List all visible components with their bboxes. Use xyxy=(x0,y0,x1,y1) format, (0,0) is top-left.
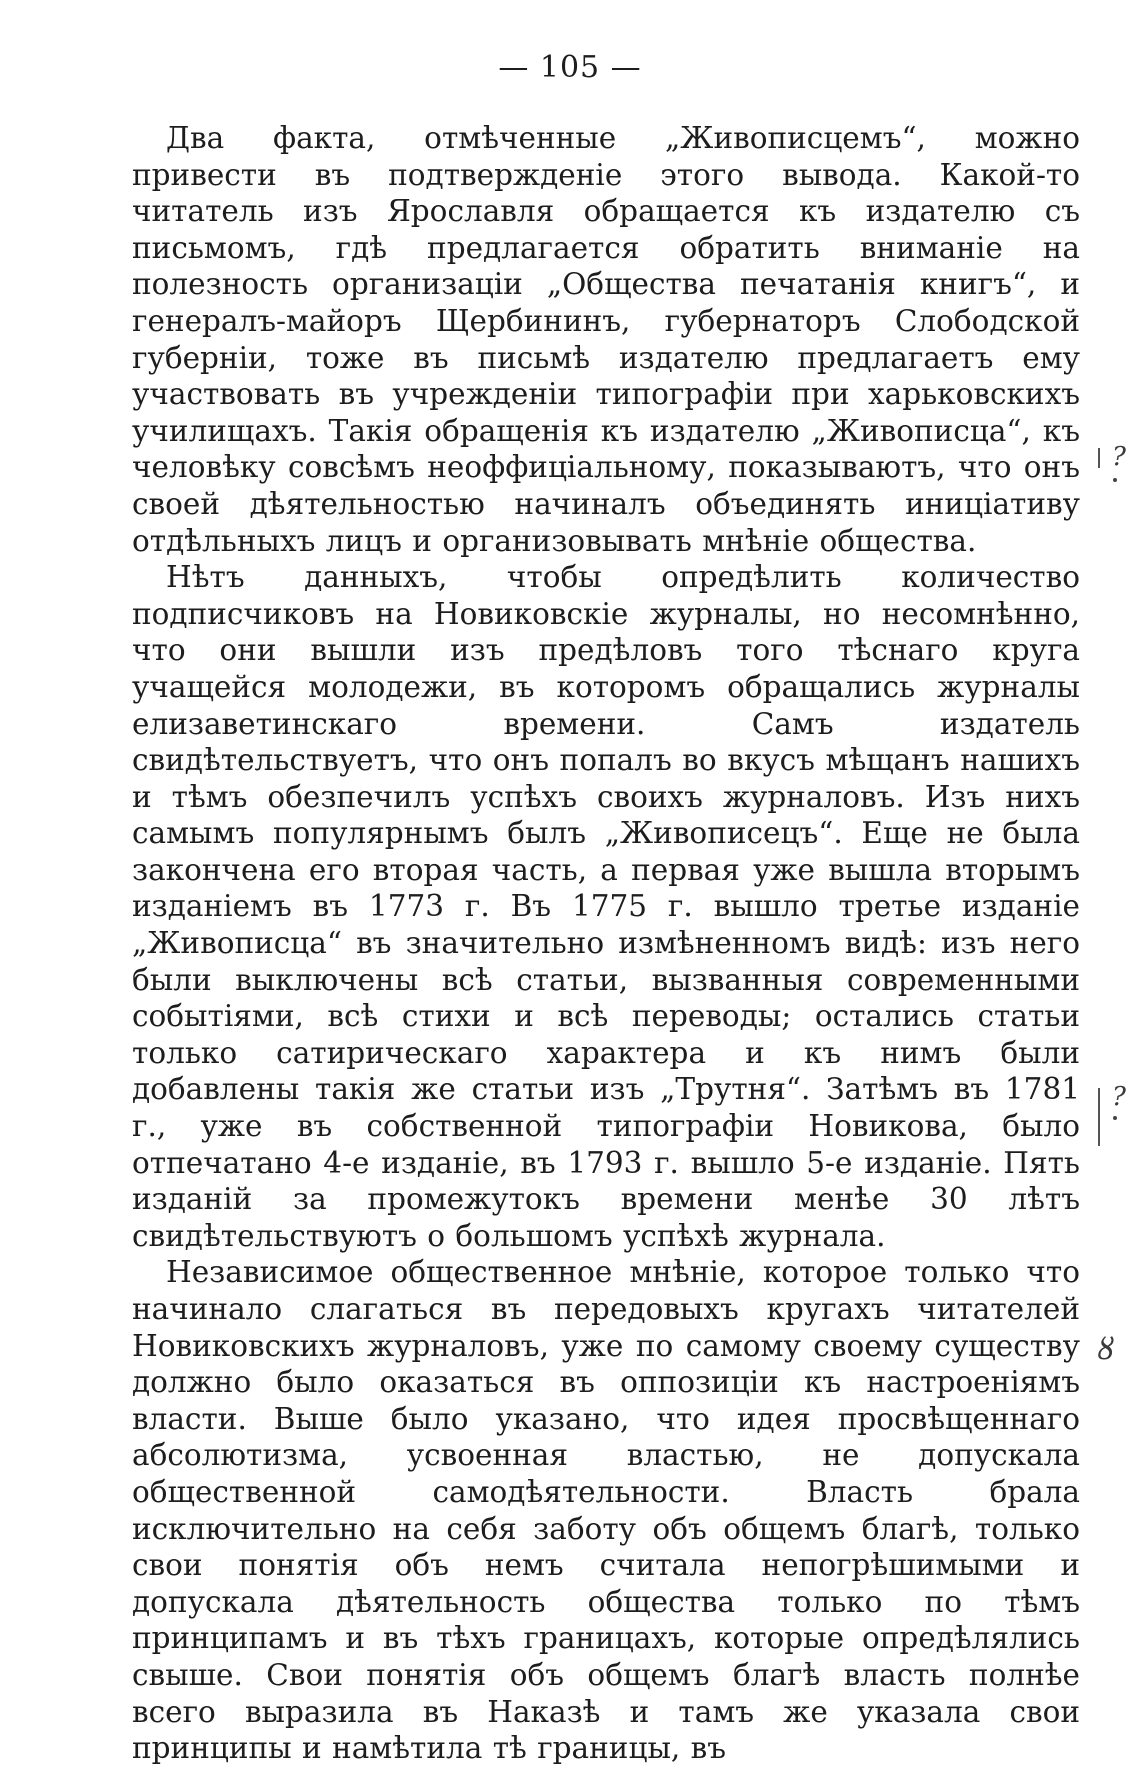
body-text xyxy=(132,120,1080,1767)
page-number: — 105 — xyxy=(498,50,642,85)
paragraph-2: Нѣтъ данныхъ, чтобы опредѣлить количество подписчиковъ на Новиковскіе журналы, но несомнѣнно, что они вышли изъ предѣловъ того тѣснаго круга учащейся молодежи, въ которомъ обращались журналы елизаветинскаго времени. Самъ издатель свидѣтельствуетъ, что онъ попалъ во вкусъ мѣщанъ нашихъ и тѣмъ обезпечилъ успѣхъ своихъ журналовъ. Изъ нихъ самымъ популярнымъ былъ „Живописецъ“. Еще не была закончена его вторая часть, а первая уже вышла вторымъ изданіемъ въ 1773 г. Въ 1775 г. вышло третье изданіе „Живописца“ въ значительно измѣненномъ видѣ: изъ него были выключены всѣ статьи, вызванныя современными событіями, всѣ стихи и всѣ переводы; остались статьи только сатирическаго характера и къ нимъ были добавлены такія же статьи изъ „Трутня“. Затѣмъ въ 1781 г., уже въ собственной типографіи Новикова, было отпечатано 4-е изданіе, въ 1793 г. вышло 5-е изданіе. Пять изданій за промежутокъ времени менѣе 30 лѣтъ свидѣтельствуютъ о большомъ успѣхѣ журнала. xyxy=(132,560,1080,1253)
margin-note-question-1: ? xyxy=(1112,442,1126,472)
paragraph-1: Два факта, отмѣченные „Живописцемъ“, можно привести въ подтвержденіе этого вывода. Какой-то читатель изъ Ярославля обращается къ издателю съ письмомъ, гдѣ предлагается обратить вниманіе на полезность организаціи „Общества печатанія книгъ“, и генералъ-майоръ Щербининъ, губернаторъ Слободской губерніи, тоже въ письмѣ издателю предлагаетъ ему участвовать въ учрежденіи типографіи при харьковскихъ училищахъ. Такія обращенія къ издателю „Живописца“, къ человѣку совсѣмъ неоффиціальному, показываютъ, что онъ своей дѣятельностью начиналъ объединять иниціативу отдѣльныхъ лицъ и организовывать мнѣніе общества. xyxy=(132,121,1080,558)
margin-note-symbol: ȣ xyxy=(1098,1332,1115,1367)
margin-mark-dot-1 xyxy=(1113,478,1117,482)
margin-mark-bar-2 xyxy=(1098,1088,1100,1146)
margin-note-question-2: ? xyxy=(1112,1082,1126,1112)
paragraph-3: Независимое общественное мнѣніе, которое только что начинало слагаться въ передовыхъ кругахъ читателей Новиковскихъ журналовъ, уже по самому своему существу должно было оказаться въ оппозиціи къ настроеніямъ власти. Выше было указано, что идея просвѣщеннаго абсолютизма, усвоенная властью, не допускала общественной самодѣятельности. Власть брала исключительно на себя заботу объ общемъ благѣ, только свои понятія объ немъ считала непогрѣшимыми и допускала дѣятельность общества только по тѣмъ принципамъ и въ тѣхъ границахъ, которые опредѣлялись свыше. Свои понятія объ общемъ благѣ власть полнѣе всего выразила въ Наказѣ и тамъ же указала свои принципы и намѣтила тѣ границы, въ xyxy=(132,1255,1080,1766)
margin-mark-dot-2 xyxy=(1113,1116,1117,1120)
margin-mark-bar-1 xyxy=(1098,448,1100,468)
